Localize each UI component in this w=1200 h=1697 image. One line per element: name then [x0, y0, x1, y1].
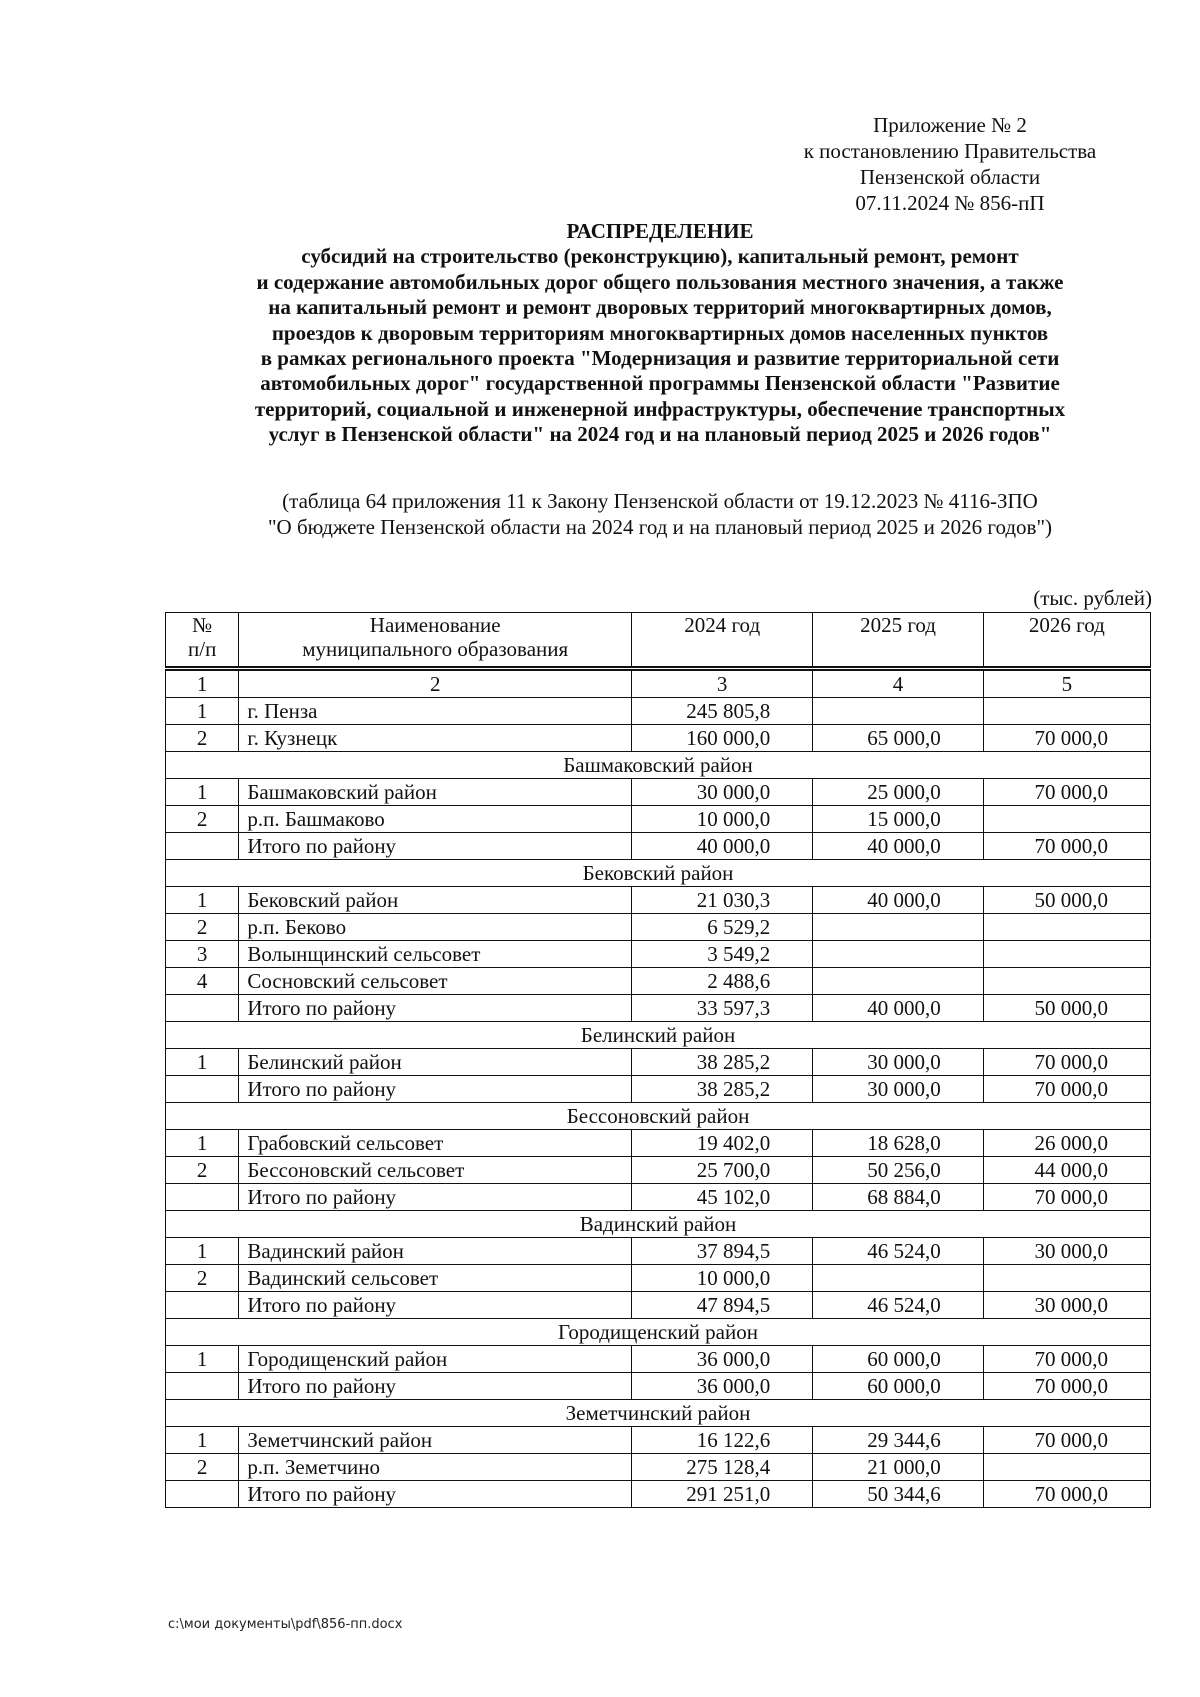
- table-row: [166, 806, 1151, 833]
- value-2025-cell: 50 344,6: [813, 1481, 983, 1508]
- row-number-cell: [166, 995, 239, 1022]
- municipality-name-cell: Итого по району: [239, 833, 632, 860]
- table-row: [166, 1157, 1151, 1184]
- district-total-row: [166, 1481, 1151, 1508]
- table-row: [166, 1130, 1151, 1157]
- value-2025-cell: 30 000,0: [813, 1049, 983, 1076]
- column-number-row: [166, 669, 1151, 698]
- value-2026-cell: [983, 914, 1150, 941]
- district-group-name: Бессоновский район: [166, 1103, 1151, 1130]
- row-number-cell: [166, 1481, 239, 1508]
- value-2025-cell: 29 344,6: [813, 1427, 983, 1454]
- value-2024-cell: 37 894,5: [632, 1238, 813, 1265]
- municipality-name-cell: Итого по району: [239, 1373, 632, 1400]
- source-reference: [150, 488, 1170, 540]
- units-label: (тыс. рублей): [1033, 586, 1152, 610]
- municipality-name-cell: Итого по району: [239, 1076, 632, 1103]
- value-2024-cell: 275 128,4: [632, 1454, 813, 1481]
- value-2025-cell: [813, 698, 983, 725]
- header-num: [166, 613, 239, 669]
- value-2025-cell: 15 000,0: [813, 806, 983, 833]
- district-total-row: [166, 1292, 1151, 1319]
- value-2024-cell: 21 030,3: [632, 887, 813, 914]
- value-2024-cell: 10 000,0: [632, 1265, 813, 1292]
- row-number-cell: 1: [166, 1130, 239, 1157]
- row-number-cell: [166, 1292, 239, 1319]
- municipality-name-cell: Башмаковский район: [239, 779, 632, 806]
- title-heading: РАСПРЕДЕЛЕНИЕ: [566, 219, 754, 243]
- district-group-row: [166, 752, 1151, 779]
- title-line: проездов к дворовым территориям многоквартирных домов населенных пунктов: [271, 320, 1049, 345]
- value-2024-cell: 40 000,0: [632, 833, 813, 860]
- value-2024-cell: 291 251,0: [632, 1481, 813, 1508]
- table-row: [166, 725, 1151, 752]
- municipality-name-cell: г. Кузнецк: [239, 725, 632, 752]
- value-2026-cell: 50 000,0: [983, 995, 1150, 1022]
- header-2025: 2025 год: [813, 613, 983, 669]
- value-2025-cell: 40 000,0: [813, 833, 983, 860]
- municipality-name-cell: Земетчинский район: [239, 1427, 632, 1454]
- value-2026-cell: 70 000,0: [983, 1427, 1150, 1454]
- value-2024-cell: 33 597,3: [632, 995, 813, 1022]
- municipality-name-cell: г. Пенза: [239, 698, 632, 725]
- source-line: "О бюджете Пензенской области на 2024 год и на плановый период 2025 и 2026 годов"): [267, 515, 1053, 539]
- table-row: [166, 698, 1151, 725]
- header-name-line: Наименование: [369, 613, 501, 637]
- district-group-name: Земетчинский район: [166, 1400, 1151, 1427]
- title-line: автомобильных дорог" государственной программы Пензенской области "Развитие: [260, 371, 1060, 396]
- value-2024-cell: 245 805,8: [632, 698, 813, 725]
- header-name-line: муниципального образования: [302, 637, 569, 661]
- row-number-cell: 1: [166, 1049, 239, 1076]
- row-number-cell: [166, 1076, 239, 1103]
- value-2026-cell: 70 000,0: [983, 1076, 1150, 1103]
- municipality-name-cell: Вадинский сельсовет: [239, 1265, 632, 1292]
- value-2026-cell: 70 000,0: [983, 1049, 1150, 1076]
- municipality-name-cell: Итого по району: [239, 1184, 632, 1211]
- row-number-cell: [166, 1373, 239, 1400]
- appendix-block: [760, 112, 1140, 216]
- municipality-name-cell: Волынщинский сельсовет: [239, 941, 632, 968]
- table-row: [166, 1049, 1151, 1076]
- source-line: (таблица 64 приложения 11 к Закону Пензенской области от 19.12.2023 № 4116-ЗПО: [282, 489, 1038, 513]
- header-2026: 2026 год: [983, 613, 1150, 669]
- value-2026-cell: 70 000,0: [983, 833, 1150, 860]
- row-number-cell: 2: [166, 1265, 239, 1292]
- value-2026-cell: 70 000,0: [983, 1346, 1150, 1373]
- file-path-footer: c:\мои документы\pdf\856-пп.docx: [168, 1617, 403, 1632]
- district-group-row: [166, 1400, 1151, 1427]
- header-num-line: №: [192, 613, 213, 637]
- value-2026-cell: 26 000,0: [983, 1130, 1150, 1157]
- value-2024-cell: 30 000,0: [632, 779, 813, 806]
- value-2025-cell: 40 000,0: [813, 887, 983, 914]
- table-row: [166, 941, 1151, 968]
- value-2026-cell: [983, 1265, 1150, 1292]
- value-2024-cell: 38 285,2: [632, 1076, 813, 1103]
- municipality-name-cell: р.п. Земетчино: [239, 1454, 632, 1481]
- municipality-name-cell: р.п. Башмаково: [239, 806, 632, 833]
- value-2026-cell: [983, 806, 1150, 833]
- row-number-cell: 2: [166, 725, 239, 752]
- table-row: [166, 968, 1151, 995]
- value-2025-cell: 65 000,0: [813, 725, 983, 752]
- district-group-row: [166, 1103, 1151, 1130]
- table-row: [166, 1427, 1151, 1454]
- municipality-name-cell: Итого по району: [239, 1481, 632, 1508]
- appendix-line: Пензенской области: [859, 165, 1041, 189]
- row-number-cell: 1: [166, 1238, 239, 1265]
- value-2025-cell: 50 256,0: [813, 1157, 983, 1184]
- district-group-row: [166, 1211, 1151, 1238]
- column-number: 3: [632, 669, 813, 698]
- value-2026-cell: 50 000,0: [983, 887, 1150, 914]
- municipality-name-cell: Вадинский район: [239, 1238, 632, 1265]
- title-line: территорий, социальной и инженерной инфраструктуры, обеспечение транспортных: [254, 396, 1066, 421]
- district-group-name: Городищенский район: [166, 1319, 1151, 1346]
- value-2024-cell: 16 122,6: [632, 1427, 813, 1454]
- district-total-row: [166, 1184, 1151, 1211]
- value-2024-cell: 160 000,0: [632, 725, 813, 752]
- header-2024: 2024 год: [632, 613, 813, 669]
- district-total-row: [166, 1076, 1151, 1103]
- row-number-cell: [166, 833, 239, 860]
- title-line: субсидий на строительство (реконструкцию), капитальный ремонт, ремонт: [301, 244, 1019, 269]
- table-row: [166, 914, 1151, 941]
- value-2025-cell: [813, 1265, 983, 1292]
- row-number-cell: 2: [166, 806, 239, 833]
- municipality-name-cell: Бессоновский сельсовет: [239, 1157, 632, 1184]
- value-2026-cell: 70 000,0: [983, 779, 1150, 806]
- value-2025-cell: 25 000,0: [813, 779, 983, 806]
- row-number-cell: 2: [166, 914, 239, 941]
- municipality-name-cell: Грабовский сельсовет: [239, 1130, 632, 1157]
- column-number: 1: [166, 669, 239, 698]
- municipality-name-cell: Городищенский район: [239, 1346, 632, 1373]
- value-2026-cell: [983, 941, 1150, 968]
- municipality-name-cell: р.п. Беково: [239, 914, 632, 941]
- district-total-row: [166, 995, 1151, 1022]
- value-2024-cell: 47 894,5: [632, 1292, 813, 1319]
- appendix-line: к постановлению Правительства: [803, 139, 1097, 163]
- district-total-row: [166, 833, 1151, 860]
- value-2025-cell: 68 884,0: [813, 1184, 983, 1211]
- row-number-cell: 3: [166, 941, 239, 968]
- table-row: [166, 1454, 1151, 1481]
- title-line: в рамках регионального проекта "Модернизация и развитие территориальной сети: [260, 346, 1060, 371]
- row-number-cell: 4: [166, 968, 239, 995]
- value-2026-cell: [983, 1454, 1150, 1481]
- value-2024-cell: 19 402,0: [632, 1130, 813, 1157]
- value-2026-cell: 30 000,0: [983, 1238, 1150, 1265]
- district-group-name: Бековский район: [166, 860, 1151, 887]
- municipality-name-cell: Итого по району: [239, 995, 632, 1022]
- appendix-line: Приложение № 2: [873, 113, 1027, 137]
- value-2025-cell: 60 000,0: [813, 1373, 983, 1400]
- value-2026-cell: 30 000,0: [983, 1292, 1150, 1319]
- row-number-cell: 1: [166, 698, 239, 725]
- header-name: [239, 613, 632, 669]
- value-2024-cell: 25 700,0: [632, 1157, 813, 1184]
- document-title: [150, 219, 1170, 448]
- value-2026-cell: [983, 698, 1150, 725]
- value-2026-cell: 44 000,0: [983, 1157, 1150, 1184]
- municipality-name-cell: Сосновский сельсовет: [239, 968, 632, 995]
- table-row: [166, 1346, 1151, 1373]
- district-group-name: Вадинский район: [166, 1211, 1151, 1238]
- district-group-name: Белинский район: [166, 1022, 1151, 1049]
- title-line: и содержание автомобильных дорог общего пользования местного значения, а также: [256, 269, 1064, 294]
- value-2026-cell: 70 000,0: [983, 1373, 1150, 1400]
- value-2024-cell: 10 000,0: [632, 806, 813, 833]
- row-number-cell: 1: [166, 1427, 239, 1454]
- table-row: [166, 779, 1151, 806]
- value-2024-cell: 36 000,0: [632, 1346, 813, 1373]
- row-number-cell: 2: [166, 1157, 239, 1184]
- appendix-line: 07.11.2024 № 856-пП: [855, 191, 1045, 215]
- column-number: 5: [983, 669, 1150, 698]
- value-2025-cell: 60 000,0: [813, 1346, 983, 1373]
- table-row: [166, 887, 1151, 914]
- table-row: [166, 1265, 1151, 1292]
- row-number-cell: 1: [166, 887, 239, 914]
- row-number-cell: 1: [166, 779, 239, 806]
- value-2026-cell: 70 000,0: [983, 1184, 1150, 1211]
- row-number-cell: 1: [166, 1346, 239, 1373]
- subsidy-table: [165, 612, 1151, 1508]
- value-2025-cell: 46 524,0: [813, 1292, 983, 1319]
- municipality-name-cell: Белинский район: [239, 1049, 632, 1076]
- district-group-row: [166, 1022, 1151, 1049]
- district-total-row: [166, 1373, 1151, 1400]
- value-2025-cell: [813, 914, 983, 941]
- municipality-name-cell: Бековский район: [239, 887, 632, 914]
- value-2025-cell: [813, 968, 983, 995]
- district-group-row: [166, 860, 1151, 887]
- value-2024-cell: 2 488,6: [632, 968, 813, 995]
- title-line: на капитальный ремонт и ремонт дворовых территорий многоквартирных домов,: [268, 295, 1052, 320]
- value-2024-cell: 3 549,2: [632, 941, 813, 968]
- municipality-name-cell: Итого по району: [239, 1292, 632, 1319]
- value-2024-cell: 45 102,0: [632, 1184, 813, 1211]
- value-2025-cell: 46 524,0: [813, 1238, 983, 1265]
- column-number: 4: [813, 669, 983, 698]
- row-number-cell: 2: [166, 1454, 239, 1481]
- value-2026-cell: 70 000,0: [983, 725, 1150, 752]
- value-2025-cell: 30 000,0: [813, 1076, 983, 1103]
- value-2024-cell: 36 000,0: [632, 1373, 813, 1400]
- title-line: услуг в Пензенской области" на 2024 год и на плановый период 2025 и 2026 годов": [268, 422, 1052, 447]
- table-header-row: [166, 613, 1151, 669]
- value-2024-cell: 6 529,2: [632, 914, 813, 941]
- value-2025-cell: [813, 941, 983, 968]
- table-row: [166, 1238, 1151, 1265]
- column-number: 2: [239, 669, 632, 698]
- header-num-line: п/п: [188, 637, 217, 661]
- value-2026-cell: 70 000,0: [983, 1481, 1150, 1508]
- district-group-name: Башмаковский район: [166, 752, 1151, 779]
- value-2024-cell: 38 285,2: [632, 1049, 813, 1076]
- district-group-row: [166, 1319, 1151, 1346]
- row-number-cell: [166, 1184, 239, 1211]
- value-2025-cell: 21 000,0: [813, 1454, 983, 1481]
- value-2026-cell: [983, 968, 1150, 995]
- value-2025-cell: 40 000,0: [813, 995, 983, 1022]
- value-2025-cell: 18 628,0: [813, 1130, 983, 1157]
